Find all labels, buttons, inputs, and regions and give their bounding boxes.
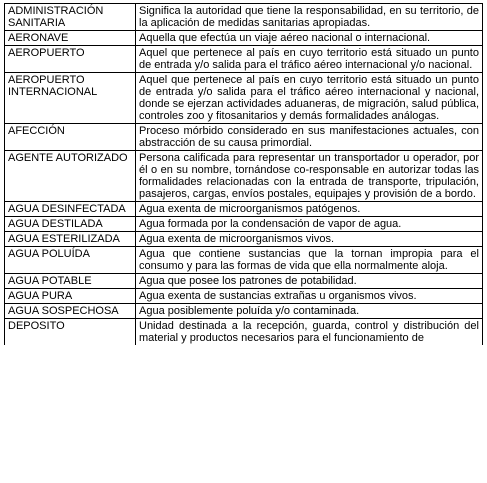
definition-text: Unidad destinada a la recepción, guarda, control y distribución del material y productos necesarios para el funcionamiento de (139, 320, 479, 344)
term-cell: AGUA POTABLE (5, 274, 136, 289)
definition-cell: Agua exenta de microorganismos patógenos. (136, 202, 483, 217)
term-cell: AGUA DESINFECTADA (5, 202, 136, 217)
table-row (5, 31, 483, 46)
definition-cell: Proceso mórbido considerado en sus manifestaciones actuales, con abstracción de su causa primordial. (136, 124, 483, 151)
table-row (5, 217, 483, 232)
definition-cell: Agua posiblemente poluída y/o contaminada. (136, 304, 483, 319)
term-cell: AGUA SOSPECHOSA (5, 304, 136, 319)
term-cell: ADMINISTRACIÓN SANITARIA (5, 4, 136, 31)
term-cell: AGUA DESTILADA (5, 217, 136, 232)
table-row (5, 46, 483, 73)
definition-cell: Aquel que pertenece al país en cuyo territorio está situado un punto de entrada y/o salida para el tráfico aéreo internacional y/o nacional. (136, 46, 483, 73)
definition-cell (136, 319, 483, 346)
definition-cell: Persona calificada para representar un transportador u operador, por él o en su nombre, tornándose co-responsable en autorizar todas las formalidades relacionadas con la entrada de transporte, tripulación, pasajeros, cargas, envíos postales, equipajes y provisión de a bordo. (136, 151, 483, 202)
table-row (5, 124, 483, 151)
term-cell: AEROPUERTO INTERNACIONAL (5, 73, 136, 124)
definition-cell: Agua exenta de sustancias extrañas u organismos vivos. (136, 289, 483, 304)
table-row (5, 73, 483, 124)
table-row (5, 304, 483, 319)
table-row (5, 319, 483, 346)
definition-cell: Aquel que pertenece al país en cuyo territorio está situado un punto de entrada y/o salida para el tráfico aéreo internacional y nacional, donde se ejerzan actividades aduaneras, de migración, salud pública, controles zoo y fitosanitarios y demás formalidades análogas. (136, 73, 483, 124)
table-row (5, 4, 483, 31)
definition-cell: Agua exenta de microorganismos vivos. (136, 232, 483, 247)
term-cell: AERONAVE (5, 31, 136, 46)
term-cell: AFECCIÓN (5, 124, 136, 151)
definition-cell: Aquella que efectúa un viaje aéreo nacional o internacional. (136, 31, 483, 46)
term-cell: AGENTE AUTORIZADO (5, 151, 136, 202)
term-cell (5, 319, 136, 346)
table-row (5, 151, 483, 202)
table-row (5, 247, 483, 274)
term-text: DEPOSITO (8, 320, 65, 332)
definition-cell: Agua formada por la condensación de vapor de agua. (136, 217, 483, 232)
definition-cell: Agua que contiene sustancias que la tornan impropia para el consumo y para las formas de vida que ella normalmente aloja. (136, 247, 483, 274)
glossary-table (4, 3, 483, 345)
table-row (5, 274, 483, 289)
definition-cell: Agua que posee los patrones de potabilidad. (136, 274, 483, 289)
table-row (5, 232, 483, 247)
term-cell: AEROPUERTO (5, 46, 136, 73)
table-row (5, 289, 483, 304)
term-cell: AGUA ESTERILIZADA (5, 232, 136, 247)
table-row (5, 202, 483, 217)
term-cell: AGUA PURA (5, 289, 136, 304)
term-cell: AGUA POLUÍDA (5, 247, 136, 274)
definition-cell: Significa la autoridad que tiene la responsabilidad, en su territorio, de la aplicación de medidas sanitarias apropiadas. (136, 4, 483, 31)
